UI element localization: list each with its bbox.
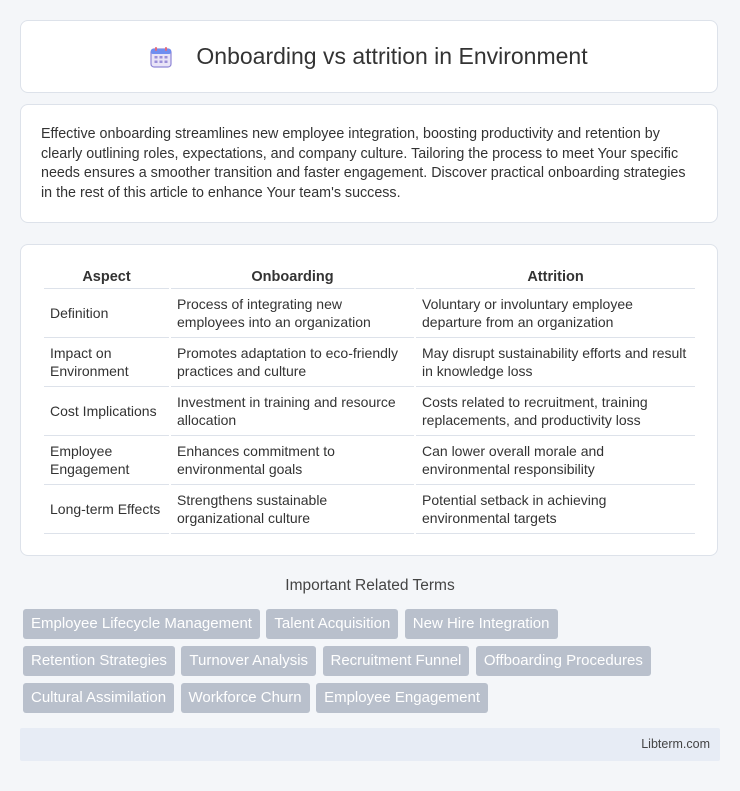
tag-new-hire-integration[interactable]: New Hire Integration — [405, 609, 558, 639]
table-cell: Long-term Effects — [44, 485, 169, 534]
table-cell: Costs related to recruitment, training replacements, and productivity loss — [416, 387, 695, 436]
column-header: Aspect — [44, 267, 169, 289]
tag-retention-strategies[interactable]: Retention Strategies — [23, 646, 175, 676]
column-header: Onboarding — [171, 267, 414, 289]
table-row — [44, 338, 695, 387]
tag-employee-engagement[interactable]: Employee Engagement — [316, 683, 488, 713]
tag-employee-lifecycle-management[interactable]: Employee Lifecycle Management — [23, 609, 260, 639]
column-header: Attrition — [416, 267, 695, 289]
related-terms-title: Important Related Terms — [285, 577, 455, 594]
table-row — [44, 436, 695, 485]
tag-offboarding-procedures[interactable]: Offboarding Procedures — [476, 646, 651, 676]
table-cell: Can lower overall morale and environmental responsibility — [416, 436, 695, 485]
related-terms-tags — [23, 609, 723, 720]
table-cell: Voluntary or involuntary employee departure from an organization — [416, 289, 695, 338]
intro-card — [20, 104, 718, 223]
table-cell: May disrupt sustainability efforts and result in knowledge loss — [416, 338, 695, 387]
table-header-row — [44, 267, 695, 289]
table-cell: Potential setback in achieving environmental targets — [416, 485, 695, 534]
table-cell: Strengthens sustainable organizational culture — [171, 485, 414, 534]
footer — [20, 728, 720, 761]
tag-turnover-analysis[interactable]: Turnover Analysis — [181, 646, 316, 676]
comparison-table — [42, 267, 697, 534]
intro-paragraph: Effective onboarding streamlines new employee integration, boosting productivity and retention by clearly outlining roles, expectations, and company culture. Tailoring the process to meet Your specific needs ensures a smoother transition and faster engagement. Discover practical onboarding strategies in the rest of this article to enhance Your team's success. — [41, 126, 686, 201]
table-cell: Employee Engagement — [44, 436, 169, 485]
tag-workforce-churn[interactable]: Workforce Churn — [181, 683, 310, 713]
table-row — [44, 485, 695, 534]
table-cell: Promotes adaptation to eco-friendly practices and culture — [171, 338, 414, 387]
footer-site-link[interactable]: Libterm.com — [641, 737, 710, 751]
table-cell: Cost Implications — [44, 387, 169, 436]
tag-talent-acquisition[interactable]: Talent Acquisition — [266, 609, 398, 639]
table-cell: Definition — [44, 289, 169, 338]
table-row — [44, 387, 695, 436]
title-card — [20, 20, 718, 93]
tag-recruitment-funnel[interactable]: Recruitment Funnel — [323, 646, 470, 676]
table-cell: Investment in training and resource allocation — [171, 387, 414, 436]
tag-cultural-assimilation[interactable]: Cultural Assimilation — [23, 683, 174, 713]
table-cell: Enhances commitment to environmental goals — [171, 436, 414, 485]
page-title-text: Onboarding vs attrition in Environment — [196, 43, 588, 69]
table-row — [44, 289, 695, 338]
calendar-icon — [150, 46, 172, 68]
comparison-card — [20, 244, 718, 556]
table-cell: Impact on Environment — [44, 338, 169, 387]
page-title — [150, 43, 587, 70]
table-cell: Process of integrating new employees into an organization — [171, 289, 414, 338]
